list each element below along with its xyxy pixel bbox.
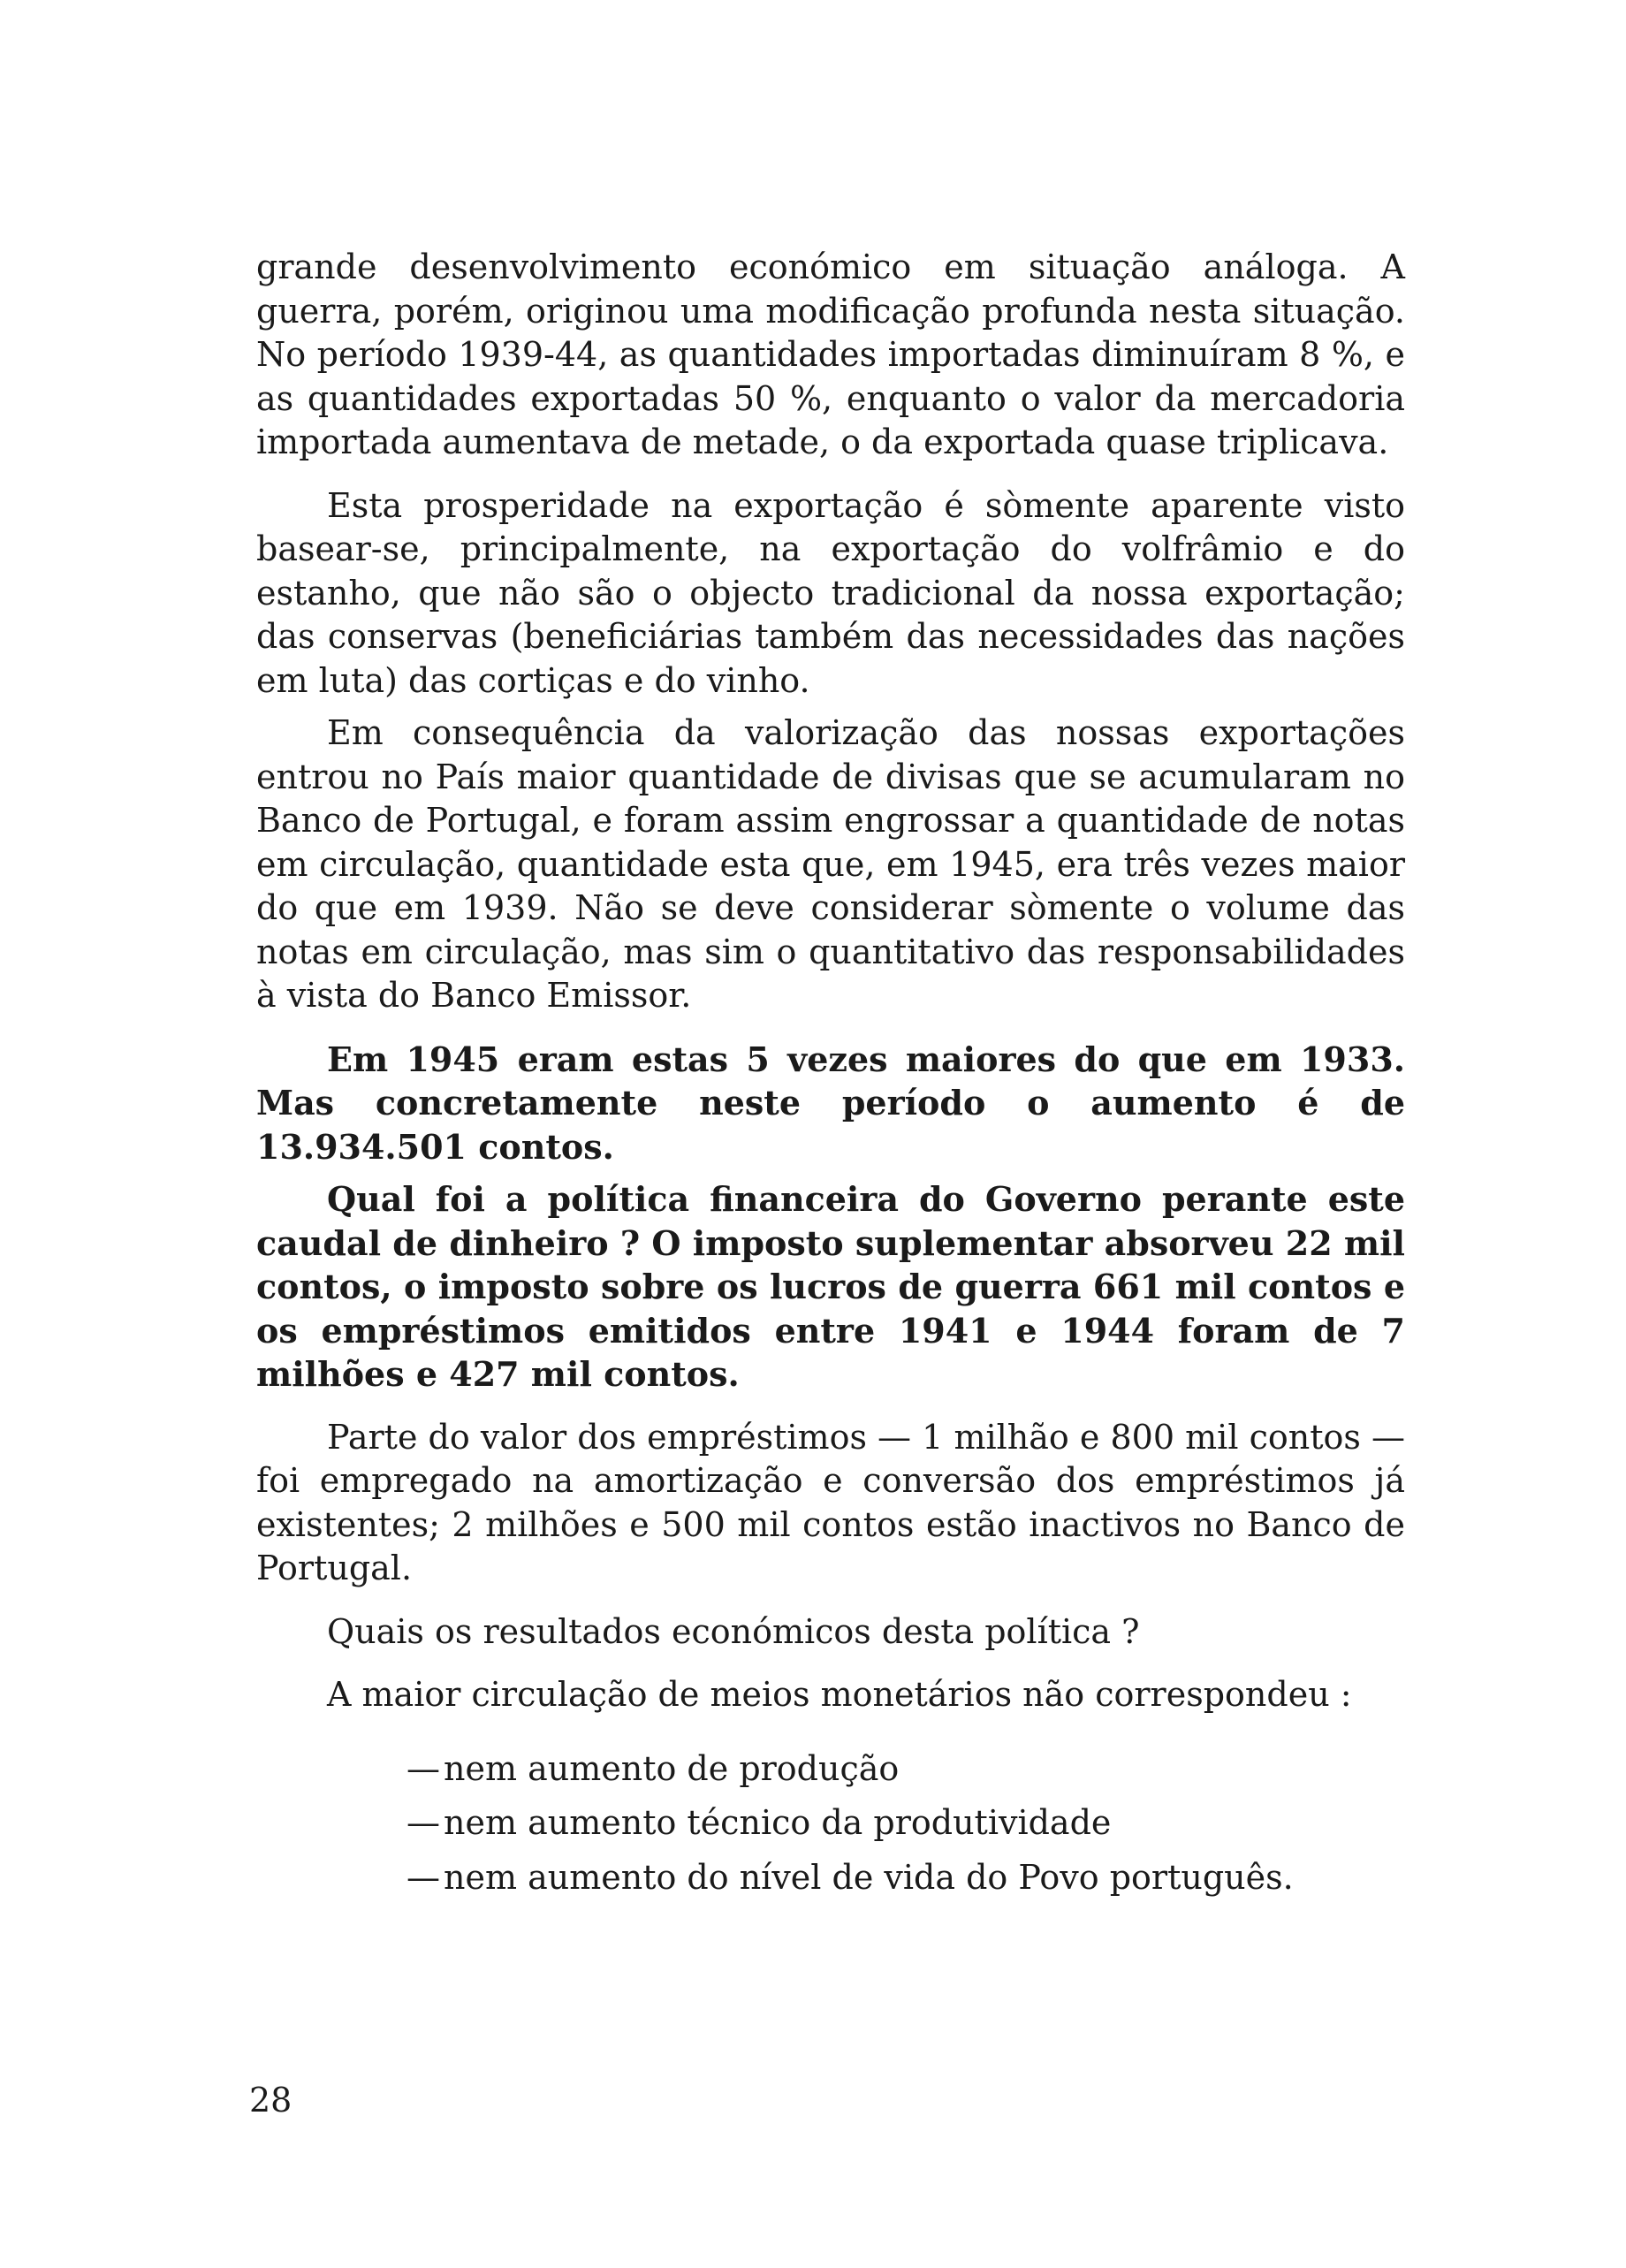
body-text (256, 246, 1405, 1910)
paragraph-7: Quais os resultados económicos desta política ? (327, 1611, 1140, 1651)
list-item (406, 1856, 1405, 1900)
page-number: 28 (249, 2081, 293, 2120)
paragraph-4: Em 1945 eram estas 5 vezes maiores do que em 1933. Mas concretamente neste período o aumento é de 13.934.501 contos. (256, 1039, 1405, 1167)
paragraph-6: Parte do valor dos empréstimos — 1 milhão e 800 mil contos — foi empregado na amortização e conversão dos empréstimos já existentes; 2 milhões e 500 mil contos estão inactivos no Banco de Portugal. (256, 1417, 1405, 1587)
dash-marker: — (406, 1803, 440, 1842)
paragraph-2: Esta prosperidade na exportação é sòmente aparente visto basear-se, principalmente, na exportação do volfrâmio e do estanho, que não são o objecto tradicional da nossa exportação; das conservas (beneficiárias também das necessidades das nações em luta) das cortiças e do vinho. (256, 485, 1405, 700)
dash-marker: — (406, 1857, 440, 1897)
list-item-text: nem aumento de produção (444, 1748, 900, 1788)
list-item-text: nem aumento do nível de vida do Povo português. (444, 1857, 1294, 1897)
paragraph-3: Em consequência da valorização das nossas exportações entrou no País maior quantidade de divisas que se acumularam no Banco de Portugal, e foram assim engrossar a quantidade de notas em circulação, quantidade esta que, em 1945, era três vezes maior do que em 1939. Não se deve considerar sòmente o volume das notas em circulação, mas sim o quantitativo das responsabilidades à vista do Banco Emissor. (256, 713, 1405, 1015)
dash-marker: — (406, 1748, 440, 1788)
list-item (406, 1801, 1405, 1846)
paragraph-1: grande desenvolvimento económico em situação análoga. A guerra, porém, originou uma modificação profunda nesta situação. No período 1939-44, as quantidades importadas diminuíram 8 %, e as quantidades exportadas 50 %, enquanto o valor da mercadoria importada aumentava de metade, o da exportada quase triplicava. (256, 247, 1405, 461)
dash-list (256, 1747, 1405, 1900)
paragraph-5: Qual foi a política financeira do Governo perante este caudal de dinheiro ? O imposto suplementar absorveu 22 mil contos, o imposto sobre os lucros de guerra 661 mil contos e os empréstimos emitidos entre 1941 e 1944 foram de 7 milhões e 427 mil contos. (256, 1179, 1405, 1394)
paragraph-8: A maior circulação de meios monetários não correspondeu : (327, 1675, 1352, 1714)
list-item (406, 1747, 1405, 1792)
list-item-text: nem aumento técnico da produtividade (444, 1803, 1112, 1842)
